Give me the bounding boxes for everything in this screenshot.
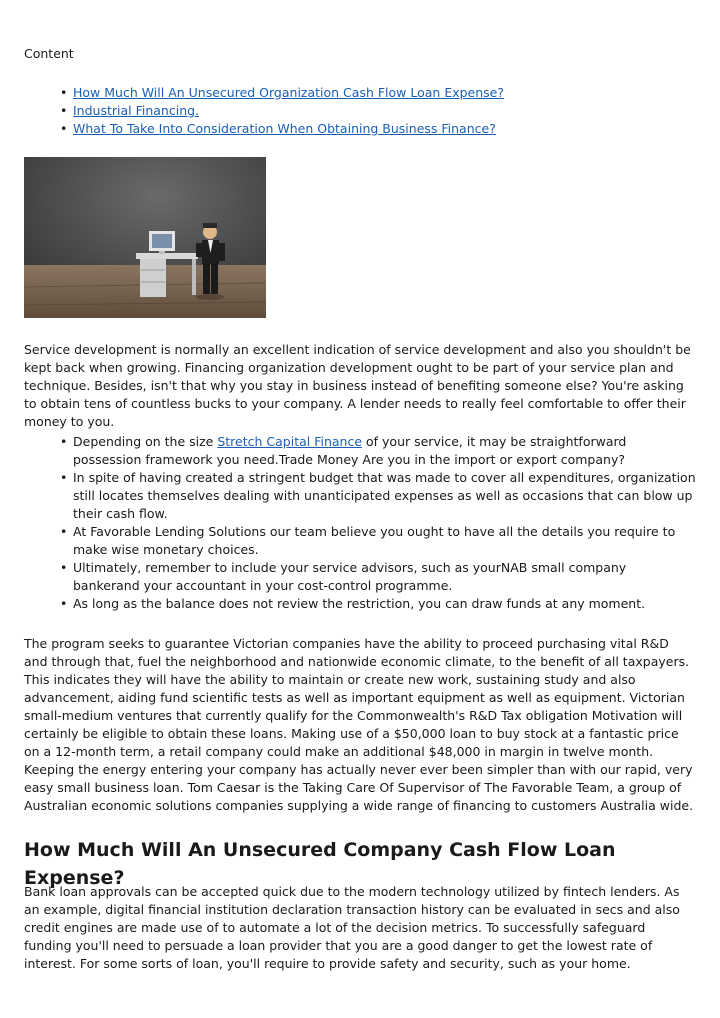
list-item: • Ultimately, remember to include your service advisors, such as yourNAB small company bankerand your accountant in your cost-control programme. [60, 559, 696, 595]
section-heading: How Much Will An Unsecured Company Cash Flow Loan Expense? [24, 839, 616, 889]
toc-link-business-finance[interactable]: What To Take Into Consideration When Obtaining Business Finance? [73, 121, 496, 136]
toc-item [60, 102, 504, 120]
program-paragraph: The program seeks to guarantee Victorian companies have the ability to proceed purchasing vital R&D and through that, fuel the neighborhood and nationwide economic climate, to the benefit of all taxpayers. This indicates they will have the ability to maintain or create new work, sustaining study and also advancement, aiding fund scientific tests as well as important equipment as well as equipment. Victorian small-medium ventures that currently qualify for the Commonwealth's R&D Tax obligation Motivation will certainly be eligible to obtain these loans. Making use of a $50,000 loan to buy stock at a fantastic price on a 12-month term, a retail company could make an additional $48,000 in margin in twelve month. Keeping the energy entering your company has actually never ever been simpler than with our rapid, very easy small business loan. Tom Caesar is the Taking Care Of Supervisor of The Favorable Team, a group of Australian economic solutions companies supplying a wide range of financing to customers Australia wide. [24, 636, 694, 813]
bullet-list [60, 433, 696, 613]
toc-link-industrial-financing[interactable]: Industrial Financing. [73, 103, 200, 118]
approval-paragraph: Bank loan approvals can be accepted quick due to the modern technology utilized by fintech lenders. As an example, digital financial institution declaration transaction history can be evaluated in secs and also credit engines are made use of to automate a lot of the decision metrics. To successfully safeguard funding you'll need to persuade a loan provider that you are a good danger to get the lowest rate of interest. For some sorts of loan, you'll require to provide safety and security, such as your home. [24, 884, 680, 971]
content-label: Content [24, 46, 74, 61]
intro-paragraph: Service development is normally an excellent indication of service development and also you shouldn't be kept back when growing. Financing organization development ought to be part of your service plan and technique. Besides, isn't that why you stay in business instead of benefiting someone else? You're asking to obtain tens of countless bucks to your company. A lender needs to really feel comfortable to offer their money to you. [24, 342, 691, 429]
toc-link-unsecured-loan-expense[interactable]: How Much Will An Unsecured Organization Cash Flow Loan Expense? [73, 85, 504, 100]
list-item-text: of your service, it may be straightforward possession framework you need.Trade Money Are you in the import or export company? [73, 434, 627, 467]
list-item: • In spite of having created a stringent budget that was made to cover all expenditures, organization still locates themselves dealing with unanticipated expenses as well as occasions that can blow up their cash flow. [60, 469, 696, 523]
list-item-text: Depending on the size [73, 434, 218, 449]
toc-item [60, 84, 504, 102]
stretch-capital-finance-link[interactable]: Stretch Capital Finance [217, 434, 363, 449]
toc-item [60, 120, 504, 138]
table-of-contents [60, 84, 504, 138]
list-item: • At Favorable Lending Solutions our team believe you ought to have all the details you require to make wise monetary choices. [60, 523, 696, 559]
list-item: • As long as the balance does not review the restriction, you can draw funds at any moment. [60, 595, 696, 613]
office-figurine-photo [24, 157, 266, 318]
list-item [60, 433, 696, 469]
